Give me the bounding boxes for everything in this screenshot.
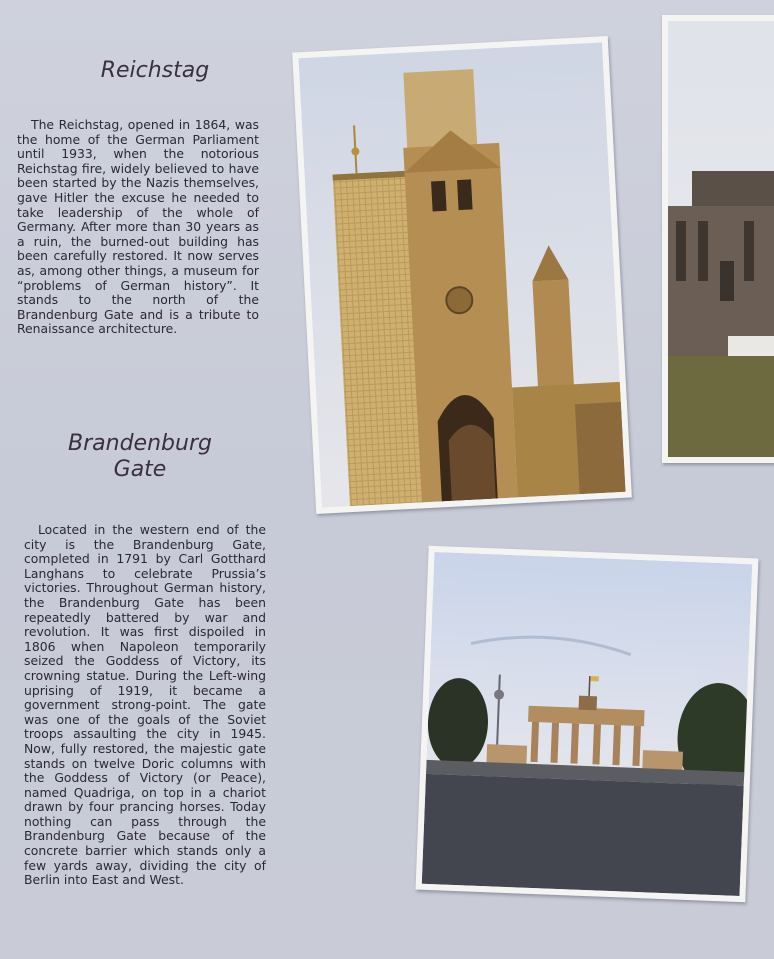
reichstag-photo (662, 15, 774, 463)
brandenburg-heading (20, 431, 260, 483)
brandenburg-gate-photo (416, 546, 759, 902)
brandenburg-gate-image (422, 552, 753, 896)
reichstag-heading: Reichstag (100, 58, 210, 83)
brandenburg-paragraph: Located in the western end of the city is the Brandenburg Gate, completed in 1791 by Carl Gotthard Langhans to celebrate Prussia’s victories. Throughout German history, the Brandenburg Gate has been repeatedly battered by war and revolution. It was first dispoiled in 1806 when Napoleon temporarily seized the Goddess of Victory, its crowning statue. During the Left-wing uprising of 1919, it became a government strong-point. The gate was one of the goals of the Soviet troops assaulting the city in 1945. Now, fully restored, the majestic gate stands on twelve Doric columns with the Goddess of Victory (or Peace), named Quadriga, on top in a chariot drawn by four prancing horses. Today nothing can pass through the Brandenburg Gate because of the concrete barrier which stands only a few yards away, dividing the city of Berlin into East and West. (24, 522, 266, 888)
brandenburg-heading-line1: Brandenburg (68, 431, 212, 456)
church-tower-image (298, 42, 625, 507)
reichstag-image (668, 21, 774, 457)
reichstag-paragraph: The Reichstag, opened in 1864, was the home of the German Parliament until 1933, when the notorious Reichstag fire, widely believed to have been started by the Nazis themselves, gave Hitler the excuse he needed to take leadership of the whole of Germany. After more than 30 years as a ruin, the burned-out building has been carefully restored. It now serves as, among other things, a museum for “problems of German history”. It stands to the north of the Brandenburg Gate and is a tribute to Renaissance architecture. (17, 117, 259, 337)
brandenburg-heading-line2: Gate (113, 457, 167, 482)
church-tower-photo (292, 36, 632, 514)
